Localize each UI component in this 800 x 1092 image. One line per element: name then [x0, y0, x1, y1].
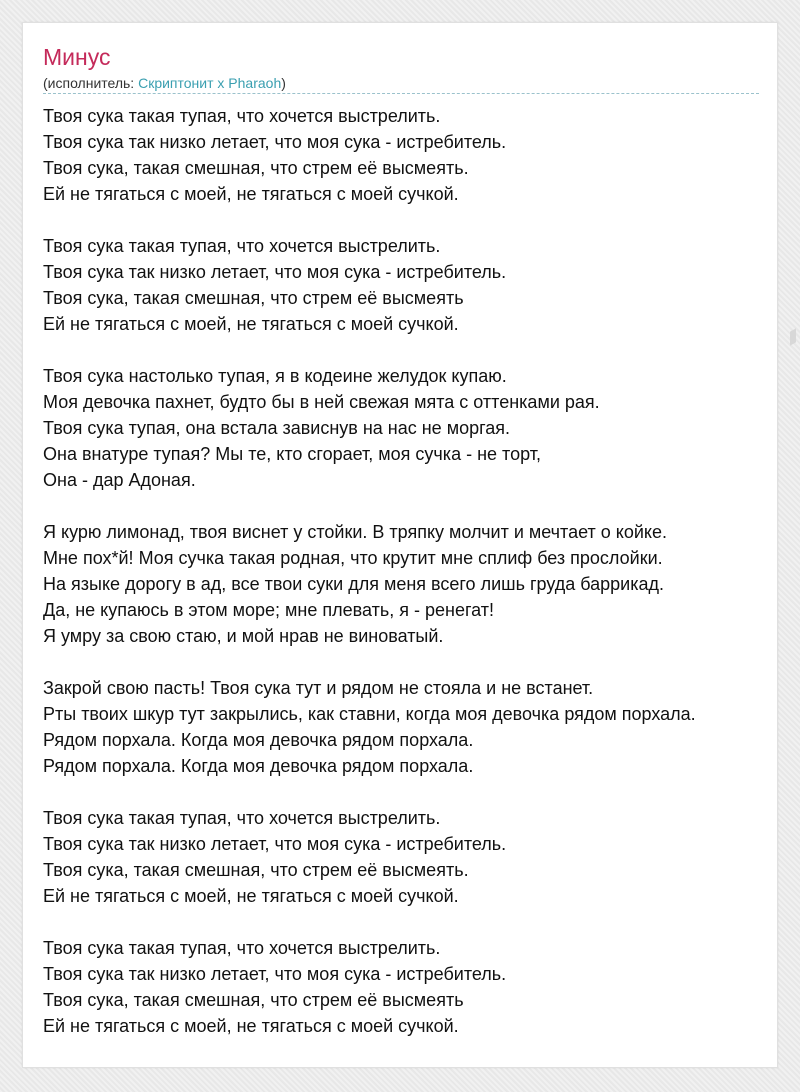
lyrics-line: Моя девочка пахнет, будто бы в ней свежая мята с оттенками рая. — [43, 392, 600, 412]
lyrics-line: Твоя сука такая тупая, что хочется выстрелить. — [43, 106, 441, 126]
lyrics-line: Твоя сука настолько тупая, я в кодеине желудок купаю. — [43, 366, 507, 386]
lyrics-stanza — [43, 103, 783, 207]
lyrics-stanza — [43, 675, 783, 779]
divider — [43, 93, 759, 94]
lyrics-line: Рты твоих шкур тут закрылись, как ставни, когда моя девочка рядом порхала. — [43, 704, 696, 724]
lyrics-line: Ей не тягаться с моей, не тягаться с моей сучкой. — [43, 1016, 459, 1036]
lyrics-line: Твоя сука, такая смешная, что стрем её высмеять. — [43, 158, 469, 178]
artist-link[interactable]: Скриптонит х Pharaoh — [138, 75, 282, 91]
lyrics-line: Она - дар Адоная. — [43, 470, 196, 490]
lyrics-line: Твоя сука так низко летает, что моя сука - истребитель. — [43, 262, 507, 282]
lyrics-line: Твоя сука, такая смешная, что стрем её высмеять. — [43, 860, 469, 880]
artist-suffix: ) — [281, 75, 286, 91]
artist-prefix: (исполнитель: — [43, 75, 139, 91]
lyrics-stanza — [43, 805, 783, 909]
lyrics-line: Мне пох*й! Моя сучка такая родная, что крутит мне сплиф без прослойки. — [43, 548, 663, 568]
lyrics-line: Ей не тягаться с моей, не тягаться с моей сучкой. — [43, 314, 459, 334]
lyrics-line: Ей не тягаться с моей, не тягаться с моей сучкой. — [43, 886, 459, 906]
lyrics-line: Твоя сука, такая смешная, что стрем её высмеять — [43, 288, 464, 308]
lyrics-stanza — [43, 233, 783, 337]
lyrics-line: Она внатуре тупая? Мы те, кто сгорает, моя сучка - не торт, — [43, 444, 541, 464]
lyrics-line: Я умру за свою стаю, и мой нрав не виноватый. — [43, 626, 444, 646]
lyrics-line: Рядом порхала. Когда моя девочка рядом порхала. — [43, 730, 474, 750]
lyrics-line: На языке дорогу в ад, все твои суки для меня всего лишь груда баррикад. — [43, 574, 665, 594]
lyrics-line: Твоя сука так низко летает, что моя сука - истребитель. — [43, 132, 507, 152]
lyrics-line: Твоя сука такая тупая, что хочется выстрелить. — [43, 808, 441, 828]
lyrics-stanza — [43, 519, 783, 649]
lyrics-line: Твоя сука такая тупая, что хочется выстрелить. — [43, 236, 441, 256]
lyrics-stanza — [43, 363, 783, 493]
lyrics-line: Ей не тягаться с моей, не тягаться с моей сучкой. — [43, 184, 459, 204]
lyrics-text — [43, 103, 783, 1065]
lyrics-card — [22, 22, 778, 1068]
song-title: Минус — [43, 44, 111, 70]
lyrics-line: Твоя сука так низко летает, что моя сука - истребитель. — [43, 834, 507, 854]
lyrics-stanza — [43, 935, 783, 1039]
lyrics-line: Твоя сука такая тупая, что хочется выстрелить. — [43, 938, 441, 958]
lyrics-line: Рядом порхала. Когда моя девочка рядом порхала. — [43, 756, 474, 776]
lyrics-line: Закрой свою пасть! Твоя сука тут и рядом не стояла и не встанет. — [43, 678, 594, 698]
lyrics-line: Я курю лимонад, твоя виснет у стойки. В тряпку молчит и мечтает о койке. — [43, 522, 667, 542]
artist-line — [43, 74, 286, 92]
lyrics-line: Твоя сука так низко летает, что моя сука - истребитель. — [43, 964, 507, 984]
page-edge-mark — [790, 328, 796, 345]
lyrics-line: Да, не купаюсь в этом море; мне плевать, я - ренегат! — [43, 600, 494, 620]
lyrics-line: Твоя сука тупая, она встала зависнув на нас не моргая. — [43, 418, 511, 438]
lyrics-line: Твоя сука, такая смешная, что стрем её высмеять — [43, 990, 464, 1010]
